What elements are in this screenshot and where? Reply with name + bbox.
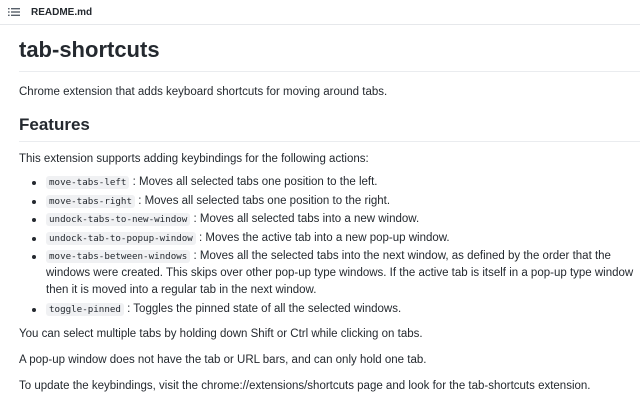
actions-list (19, 174, 640, 318)
list-item (19, 211, 640, 228)
action-code: undock-tab-to-popup-window (46, 232, 196, 245)
popup-paragraph: A pop-up window does not have the tab or URL bars, and can only hold one tab. (19, 353, 427, 366)
action-description: : Moves the active tab into a new pop-up window. (199, 231, 450, 244)
action-code: move-tabs-between-windows (46, 250, 190, 263)
action-description: : Moves all selected tabs one position to the left. (132, 176, 378, 188)
list-item (19, 230, 640, 247)
action-code: undock-tabs-to-new-window (46, 213, 190, 226)
list-item (19, 174, 640, 191)
update-paragraph: To update the keybindings, visit the chrome://extensions/shortcuts page and look for the tab-shortcuts extension. (19, 379, 591, 392)
page-title: tab-shortcuts (19, 36, 640, 72)
readme-content (0, 25, 640, 395)
list-icon[interactable] (8, 6, 20, 18)
intro-paragraph: Chrome extension that adds keyboard shortcuts for moving around tabs. (19, 86, 388, 98)
list-item (19, 248, 640, 299)
list-item (19, 301, 640, 318)
action-code: move-tabs-right (46, 195, 135, 208)
action-code: toggle-pinned (46, 303, 124, 316)
action-description: : Moves all selected tabs into a new window. (193, 213, 420, 225)
features-heading: Features (19, 114, 640, 142)
file-name: README.md (31, 6, 93, 18)
file-header (0, 0, 640, 25)
action-description: : Toggles the pinned state of all the selected windows. (127, 302, 402, 315)
action-description: : Moves all the selected tabs into the next window, as defined by the order that the windows were created. This skips over other pop-up type windows. If the active tab is itself in a pop-up type window then it is moved into a regular tab in the next window. (46, 250, 634, 296)
list-item (19, 193, 640, 210)
action-description: : Moves all selected tabs one position to the right. (138, 194, 391, 207)
multi-select-paragraph: You can select multiple tabs by holding down Shift or Ctrl while clicking on tabs. (19, 327, 423, 340)
action-code: move-tabs-left (46, 176, 129, 189)
features-lead: This extension supports adding keybindings for the following actions: (19, 153, 369, 165)
